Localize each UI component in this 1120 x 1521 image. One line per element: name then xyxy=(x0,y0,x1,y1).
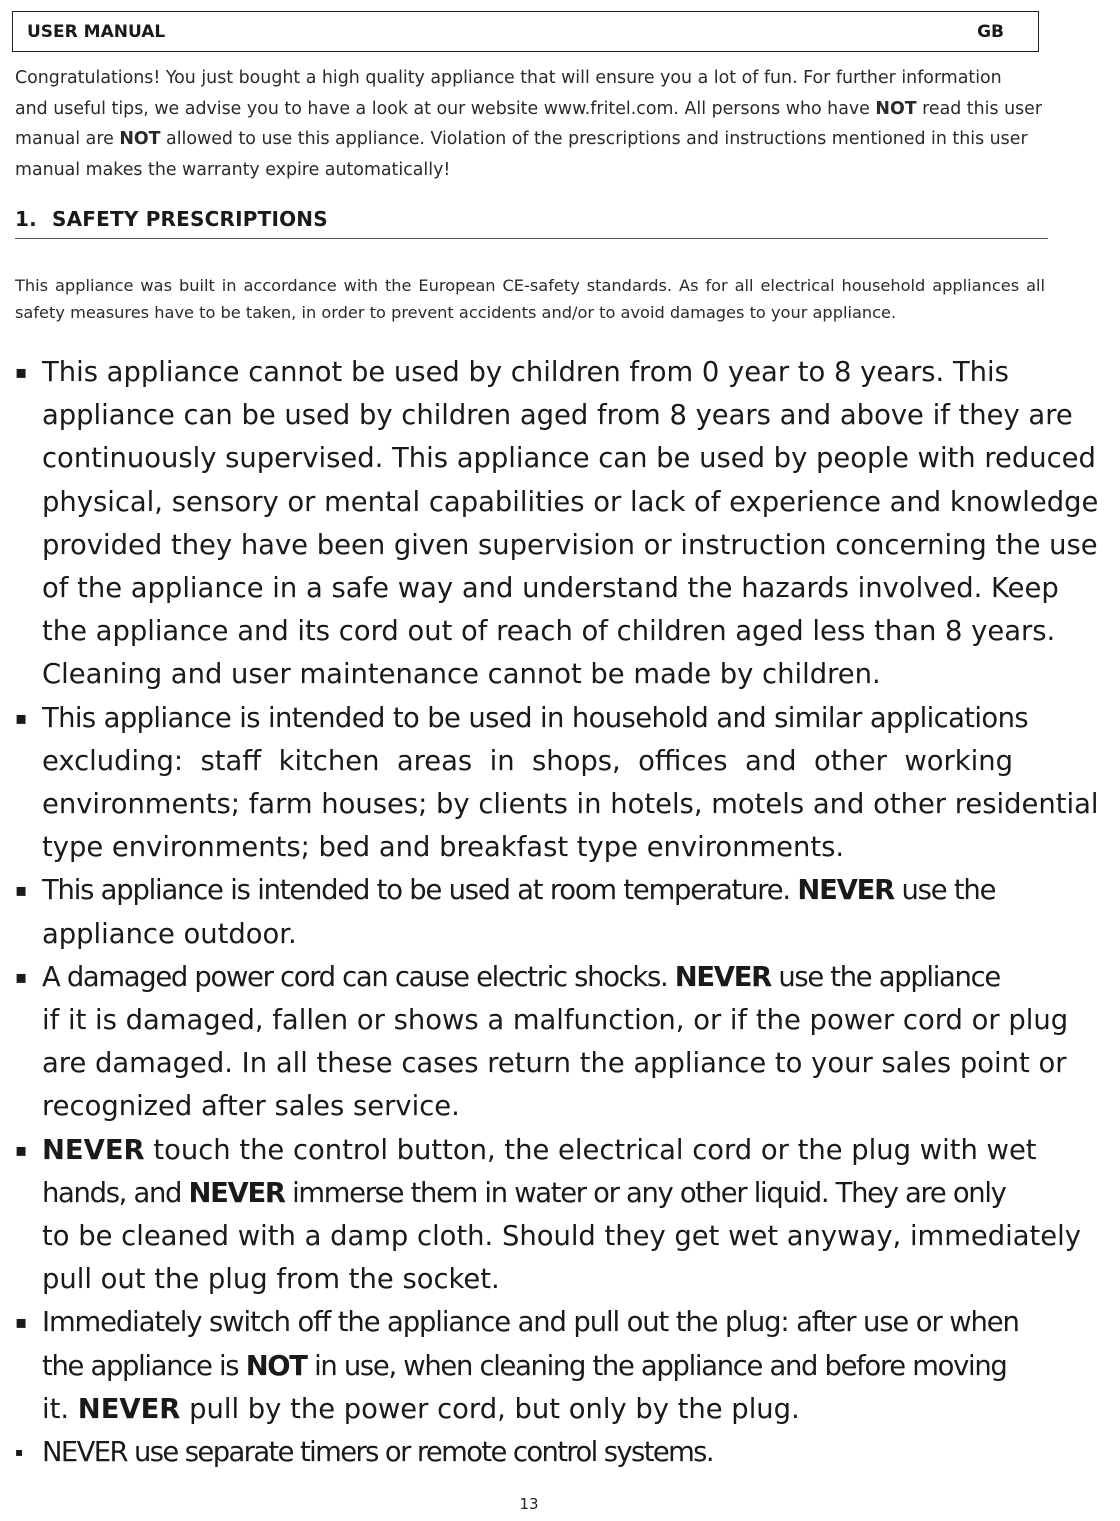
bullet-icon: ▪ xyxy=(15,1139,28,1161)
item-line: This appliance cannot be used by children from 0 year to 8 years. This xyxy=(42,357,1009,388)
item-line xyxy=(42,1345,1120,1388)
list-item xyxy=(15,869,1120,955)
intro-emphasis: NOT xyxy=(119,129,161,149)
item-line: physical, sensory or mental capabilities or lack of experience and knowledge xyxy=(42,486,1099,518)
item-text: the appliance is xyxy=(42,1350,246,1382)
item-line: environments; farm houses; by clients in hotels, motels and other residential xyxy=(42,789,1099,821)
item-line: of the appliance in a safe way and understand the hazards involved. Keep xyxy=(42,573,1059,605)
item-emphasis: NEVER xyxy=(797,875,894,907)
bullet-icon: ▪ xyxy=(15,966,28,988)
list-item xyxy=(15,956,1120,1129)
intro-text: and useful tips, we advise you to have a look at our website www.fritel.com. All persons who have xyxy=(15,98,876,119)
intro-paragraph xyxy=(15,63,1045,185)
item-line: if it is damaged, fallen or shows a malfunction, or if the power cord or plug xyxy=(42,1005,1069,1037)
item-line xyxy=(42,869,1120,912)
item-text: it. xyxy=(42,1393,78,1425)
item-line: type environments; bed and breakfast type environments. xyxy=(42,832,845,864)
intro-line xyxy=(15,124,1045,155)
intro-text: read this user xyxy=(916,98,1043,119)
intro-emphasis: NOT xyxy=(875,98,917,119)
item-line: This appliance is intended to be used in household and similar applications xyxy=(42,702,1029,734)
item-line: to be cleaned with a damp cloth. Should they get wet anyway, immediately xyxy=(42,1221,1081,1253)
item-line xyxy=(42,956,1120,999)
item-text: touch the control button, the electrical cord or the plug with wet xyxy=(144,1134,1037,1166)
item-line: Cleaning and user maintenance cannot be made by children. xyxy=(42,659,881,691)
bullet-icon: ▪ xyxy=(15,707,28,729)
manual-header xyxy=(12,11,1039,52)
bullet-icon: ▪ xyxy=(15,880,28,902)
section-intro: This appliance was built in accordance with the European CE-safety standards. As for all electrical household appliances all safety measures have to be taken, in order to prevent accidents and/or to avoid damages to your appliance. xyxy=(15,276,1045,322)
list-item xyxy=(15,1301,1120,1431)
intro-text: allowed to use this appliance. Violation of the prescriptions and instructions mentioned in this user xyxy=(160,129,1028,149)
item-line: provided they have been given supervision or instruction concerning the use xyxy=(42,529,1098,561)
item-emphasis: NEVER xyxy=(674,961,771,993)
item-text: hands, and xyxy=(42,1177,189,1209)
item-emphasis: NEVER xyxy=(188,1177,285,1209)
header-title: USER MANUAL xyxy=(27,22,166,42)
item-line: recognized after sales service. xyxy=(42,1091,460,1123)
item-text: use the appliance xyxy=(770,961,1000,993)
list-item xyxy=(15,697,1120,870)
intro-line xyxy=(15,94,1045,125)
item-line: excluding: staff kitchen areas in shops, offices and other working xyxy=(42,745,1013,777)
item-line: pull out the plug from the socket. xyxy=(42,1264,500,1296)
section-number: 1. xyxy=(15,207,37,231)
item-line: Immediately switch off the appliance and pull out the plug: after use or when xyxy=(42,1307,1019,1339)
item-line xyxy=(42,1388,1120,1431)
list-item xyxy=(15,351,1120,697)
item-emphasis: NEVER xyxy=(77,1393,181,1425)
list-item xyxy=(15,1431,1120,1474)
safety-list xyxy=(15,351,1120,1474)
item-line: continuously supervised. This appliance can be used by people with reduced xyxy=(42,443,1096,475)
intro-text: manual are xyxy=(15,129,120,149)
item-emphasis: NOT xyxy=(245,1350,307,1382)
item-text: use the xyxy=(894,875,996,907)
bullet-icon: ▪ xyxy=(15,1445,24,1460)
section-heading xyxy=(15,207,1048,239)
section-title: SAFETY PRESCRIPTIONS xyxy=(52,207,328,231)
item-line: appliance outdoor. xyxy=(42,918,297,950)
item-line: are damaged. In all these cases return the appliance to your sales point or xyxy=(42,1048,1067,1080)
item-text: This appliance is intended to be used at room temperature. xyxy=(42,875,798,907)
item-line: the appliance and its cord out of reach of children aged less than 8 years. xyxy=(42,616,1056,648)
item-text: immerse them in water or any other liquid. They are only xyxy=(284,1177,1006,1209)
bullet-icon: ▪ xyxy=(15,362,28,383)
item-line xyxy=(42,1172,1120,1215)
header-language: GB xyxy=(977,22,1004,42)
item-line: NEVER use separate timers or remote control systems. xyxy=(42,1437,713,1469)
item-line: appliance can be used by children aged from 8 years and above if they are xyxy=(42,400,1073,432)
item-emphasis: NEVER xyxy=(42,1134,145,1166)
item-text: pull by the power cord, but only by the plug. xyxy=(180,1393,800,1425)
page-number: 13 xyxy=(519,1495,539,1513)
item-line xyxy=(42,1129,1120,1172)
item-text: in use, when cleaning the appliance and before moving xyxy=(306,1350,1007,1382)
bullet-icon: ▪ xyxy=(15,1312,28,1334)
intro-line: Congratulations! You just bought a high quality appliance that will ensure you a lot of fun. For further information xyxy=(15,68,1002,88)
list-item xyxy=(15,1129,1120,1302)
item-text: A damaged power cord can cause electric shocks. xyxy=(42,961,675,993)
intro-line: manual makes the warranty expire automatically! xyxy=(15,159,451,180)
